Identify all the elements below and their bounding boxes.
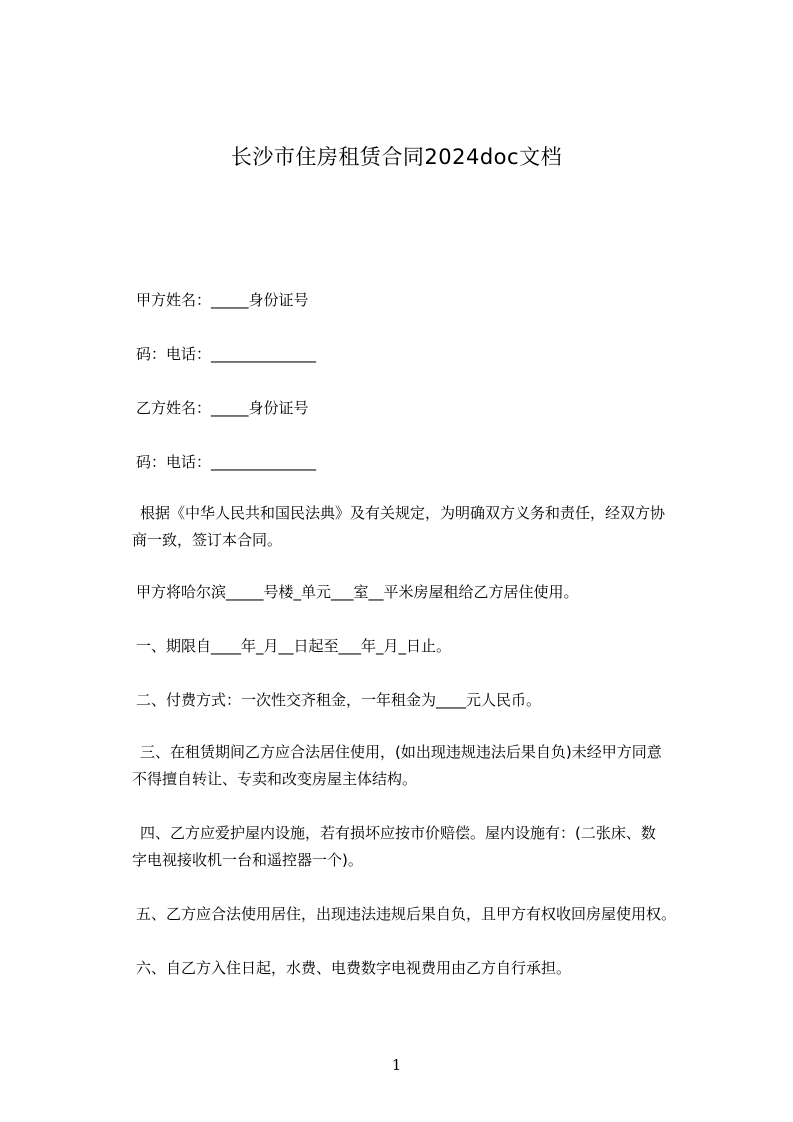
clause-utilities: 六、自乙方入住日起，水费、电费数字电视费用由乙方自行承担。 (136, 959, 572, 977)
clause-facilities (132, 820, 702, 874)
intro-paragraph (132, 500, 702, 554)
party-b-name-line: 乙方姓名：_____身份证号 (136, 399, 309, 417)
intro-line-2: 商一致，签订本合同。 (132, 531, 283, 549)
document-title: 长沙市住房租赁合同2024doc文档 (230, 145, 563, 169)
clause-legal-use: 五、乙方应合法使用居住，出现违法违规后果自负，且甲方有权收回房屋使用权。 (136, 905, 677, 923)
page-number: 1 (391, 1056, 402, 1074)
clause-facilities-line-2: 字电视接收机一台和遥控器一个)。 (132, 851, 363, 869)
clause-payment: 二、付费方式：一次性交齐租金，一年租金为____元人民币。 (136, 691, 542, 709)
clause-facilities-line-1: 四、乙方应爱护屋内设施，若有损坏应按市价赔偿。屋内设施有：(二张床、数 (140, 824, 656, 842)
clause-usage-line-1: 三、在租赁期间乙方应合法居住使用，(如出现违规违法后果自负)未经甲方同意 (140, 743, 662, 761)
party-b-phone-line: 码：电话：______________ (136, 453, 317, 471)
clause-usage-line-2: 不得擅自转让、专卖和改变房屋主体结构。 (132, 770, 418, 788)
clause-usage (132, 739, 702, 793)
party-a-phone-line: 码：电话：______________ (136, 345, 317, 363)
premises-clause: 甲方将哈尔滨_____号楼_单元___室__平米房屋租给乙方居住使用。 (136, 583, 579, 601)
party-a-name-line: 甲方姓名：_____身份证号 (136, 291, 309, 309)
intro-line-1: 根据《中华人民共和国民法典》及有关规定，为明确双方义务和责任，经双方协 (140, 504, 666, 522)
clause-term: 一、期限自____年_月__日起至___年_月_日止。 (136, 637, 452, 655)
